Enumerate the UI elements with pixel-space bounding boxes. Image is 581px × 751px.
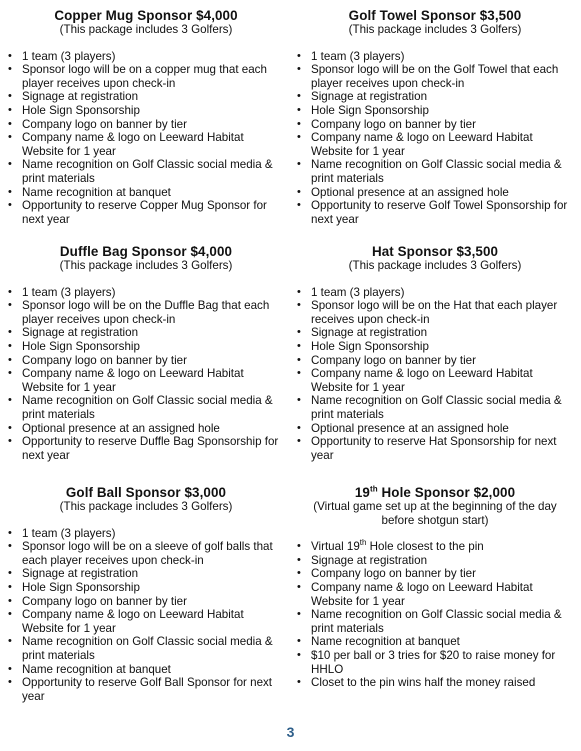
list-item: • Company logo on banner by tier [8,353,187,367]
list-item: • 1 team (3 players) [8,285,116,299]
list-item: • Opportunity to reserve Golf Towel Sponsorship for next year [297,199,568,226]
bullet-icon: • [8,117,12,130]
list-item: • Signage at registration [8,326,139,340]
bullet-icon: • [297,117,301,130]
bullet-icon: • [8,339,12,352]
golf-ball-package [8,485,284,703]
list-item: • 1 team (3 players) [297,285,405,299]
list-item: • $10 per ball or 3 tries for $20 to raise money for HHLO [297,648,556,676]
bullet-icon: • [297,553,301,566]
package-title: Golf Ball Sponsor $3,000 [65,485,227,500]
copper-mug-package [8,8,284,226]
list-item: • Company name & logo on Leeward Habitat Website for 1 year [297,580,533,608]
benefit-list [8,286,284,463]
bullet-icon: • [8,285,12,298]
list-item: • Company logo on banner by tier [8,117,187,131]
bullet-icon: • [8,63,12,76]
bullet-icon: • [8,526,12,539]
bullet-icon: • [297,421,301,434]
bullet-icon: • [8,662,12,675]
list-item: • Hole Sign Sponsorship [8,580,140,594]
list-item: • Name recognition on Golf Classic social media & print materials [297,158,562,185]
benefit-list [297,540,573,690]
bullet-icon: • [8,49,12,62]
list-item: • Hole Sign Sponsorship [297,339,429,353]
list-item: • Optional presence at an assigned hole [297,185,509,199]
list-item: • Opportunity to reserve Copper Mug Sponsor for next year [8,199,267,226]
bullet-icon: • [297,131,301,144]
package-title: Copper Mug Sponsor $4,000 [54,8,238,23]
benefit-list [8,527,284,704]
benefit-list [8,50,284,227]
package-title: Golf Towel Sponsor $3,500 [348,8,522,23]
bullet-icon: • [297,580,301,593]
list-item: • Sponsor logo will be on the Golf Towel that each player receives upon check-in [297,63,559,90]
bullet-icon: • [297,567,301,580]
bullet-icon: • [297,367,301,380]
list-item: • Virtual 19th Hole closest to the pin [297,538,484,554]
list-item: • Hole Sign Sponsorship [8,103,140,117]
bullet-icon: • [297,158,301,171]
bullet-icon: • [8,608,12,621]
bullet-icon: • [297,608,301,621]
list-item: • Signage at registration [8,90,139,104]
bullet-icon: • [8,199,12,212]
list-item: • Name recognition on Golf Classic social media & print materials [297,608,562,635]
list-item: • 1 team (3 players) [8,49,116,63]
bullet-icon: • [8,299,12,312]
bullet-icon: • [8,394,12,407]
bullet-icon: • [297,49,301,62]
page-number: 3 [286,724,295,740]
bullet-icon: • [8,421,12,434]
package-title: Hat Sponsor $3,500 [371,244,499,259]
list-item: • Sponsor logo will be on the Duffle Bag that each player receives upon check-in [8,299,270,326]
bullet-icon: • [8,158,12,171]
list-item: • Name recognition at banquet [8,662,171,676]
bullet-icon: • [297,635,301,648]
bullet-icon: • [297,648,301,661]
package-subtitle: (This package includes 3 Golfers) [348,23,522,36]
golf-towel-package [297,8,573,226]
bullet-icon: • [297,353,301,366]
bullet-icon: • [8,580,12,593]
package-subtitle: (Virtual game set up at the beginning of the day before shotgun start) [313,500,557,527]
19th-hole-package [297,485,573,690]
list-item: • Hole Sign Sponsorship [8,339,140,353]
bullet-icon: • [8,131,12,144]
list-item: • Signage at registration [297,90,428,104]
bullet-icon: • [8,367,12,380]
bullet-icon: • [8,326,12,339]
bullet-icon: • [297,394,301,407]
list-item: • Hole Sign Sponsorship [297,103,429,117]
bullet-icon: • [297,103,301,116]
bullet-icon: • [297,90,301,103]
list-item: • Company logo on banner by tier [8,594,187,608]
benefit-list [297,50,573,227]
bullet-icon: • [8,567,12,580]
list-item: • 1 team (3 players) [8,526,116,540]
list-item: • Name recognition at banquet [297,635,460,649]
package-title: Duffle Bag Sponsor $4,000 [59,244,233,259]
benefit-list [297,286,573,463]
package-subtitle: (This package includes 3 Golfers) [59,500,233,513]
bullet-icon: • [297,435,301,448]
package-subtitle: (This package includes 3 Golfers) [59,259,233,272]
list-item: • Company logo on banner by tier [297,117,476,131]
bullet-icon: • [297,339,301,352]
list-item: • Opportunity to reserve Duffle Bag Sponsorship for next year [8,435,279,462]
list-item: • Sponsor logo will be on a copper mug that each player receives upon check-in [8,63,267,90]
list-item: • Optional presence at an assigned hole [297,421,509,435]
list-item: • Name recognition on Golf Classic social media & print materials [297,394,562,421]
list-item: • Signage at registration [297,553,428,567]
list-item: • Company logo on banner by tier [297,567,476,581]
list-item: • Company name & logo on Leeward Habitat Website for 1 year [8,131,244,158]
bullet-icon: • [8,594,12,607]
list-item: • Name recognition on Golf Classic social media & print materials [8,635,273,662]
list-item: • Company name & logo on Leeward Habitat Website for 1 year [297,367,533,394]
right-column [297,0,573,720]
bullet-icon: • [297,185,301,198]
bullet-icon: • [297,199,301,212]
hat-package [297,244,573,462]
list-item: • Name recognition on Golf Classic social media & print materials [8,394,273,421]
bullet-icon: • [297,676,301,689]
left-column [8,0,284,720]
list-item: • 1 team (3 players) [297,49,405,63]
bullet-icon: • [297,540,301,553]
list-item: • Company name & logo on Leeward Habitat Website for 1 year [8,608,244,635]
package-subtitle: (This package includes 3 Golfers) [348,259,522,272]
duffle-bag-package [8,244,284,462]
package-title: 19th Hole Sponsor $2,000 [354,484,516,500]
list-item: • Company logo on banner by tier [297,353,476,367]
bullet-icon: • [8,185,12,198]
list-item: • Opportunity to reserve Golf Ball Sponsor for next year [8,676,273,703]
list-item: • Optional presence at an assigned hole [8,421,220,435]
bullet-icon: • [8,353,12,366]
bullet-icon: • [8,103,12,116]
bullet-icon: • [297,326,301,339]
bullet-icon: • [8,90,12,103]
list-item: • Signage at registration [8,567,139,581]
list-item: • Sponsor logo will be on a sleeve of golf balls that each player receives upon check-in [8,540,273,567]
list-item: • Name recognition at banquet [8,185,171,199]
list-item: • Company name & logo on Leeward Habitat Website for 1 year [297,131,533,158]
bullet-icon: • [297,285,301,298]
list-item: • Signage at registration [297,326,428,340]
list-item: • Name recognition on Golf Classic social media & print materials [8,158,273,185]
bullet-icon: • [8,676,12,689]
list-item: • Company name & logo on Leeward Habitat Website for 1 year [8,367,244,394]
bullet-icon: • [297,63,301,76]
list-item: • Closet to the pin wins half the money raised [297,676,536,690]
bullet-icon: • [8,435,12,448]
list-item: • Sponsor logo will be on the Hat that each player receives upon check-in [297,299,558,326]
bullet-icon: • [297,299,301,312]
bullet-icon: • [8,635,12,648]
list-item: • Opportunity to reserve Hat Sponsorship for next year [297,435,557,462]
package-subtitle: (This package includes 3 Golfers) [59,23,233,36]
bullet-icon: • [8,540,12,553]
